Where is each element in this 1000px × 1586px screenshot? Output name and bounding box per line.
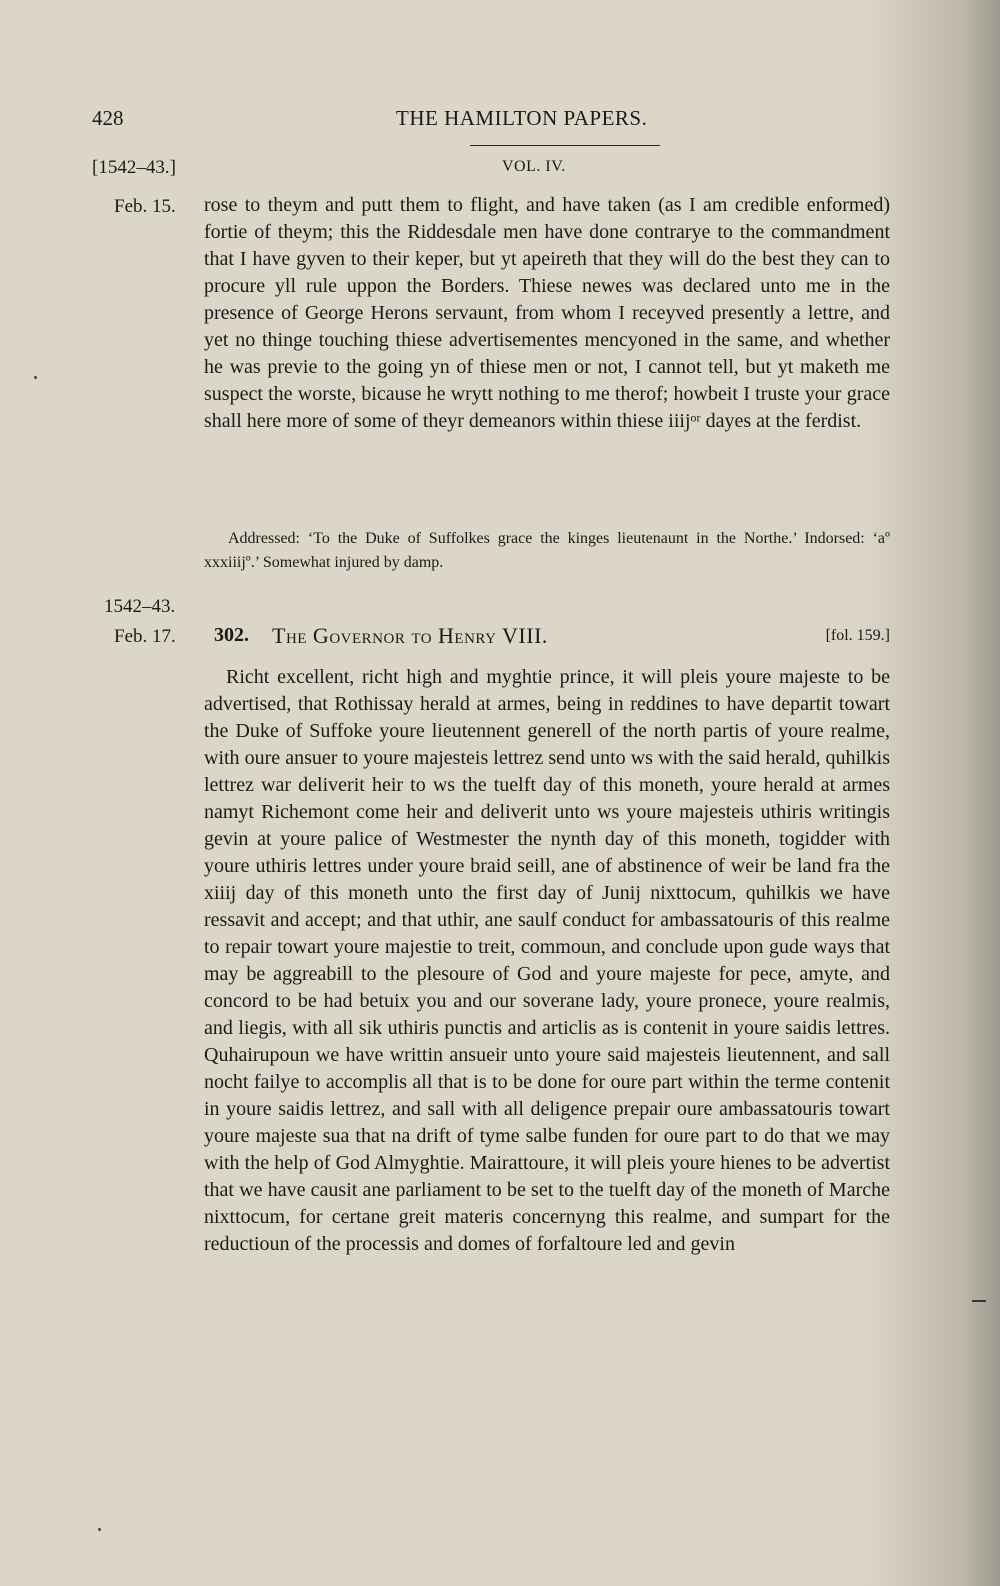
folio-reference: [fol. 159.] <box>825 627 890 644</box>
year-range: [1542–43.] <box>92 157 176 178</box>
letter-body: Richt excellent, richt high and myghtie prince, it will pleis youre majeste to be advertised, that Rothissay herald at armes, being in reddines to have departit towart the Duke of Suffoke youre lieutennent generell of the north partis of youre realme, with oure ansuer to youre majesteis lettrez send unto ws with the said herald, quhilkis lettrez war deliverit heir to ws the tuelft day of this moneth, youre herald at armes namyt Richemont come heir and deliverit unto ws youre majesteis uthiris writingis gevin at youre palice of Westmester the nynth day of this moneth, togidder with youre uthiris lettres under youre braid seill, ane of abstinence of weir be land fra the xiiij day of this moneth unto the first day of Junij nixttocum, quhilkis we have ressavit and accept; and that uthir, ane saulf conduct for ambassatouris of this realme to repair towart youre majestie to treit, commoun, and conclude upon gude ways that may be aggreabill to the plesoure of God and youre majeste for pece, amyte, and concord to be had betuix you and our soverane lady, youre pronece, youre realmis, and liegis, with all sik uthiris punctis and articlis as is contenit in youre saidis lettres. Quhairupoun we have writtin ansueir unto youre said majesteis lieutennent, and sall nocht failye to accomplis all that is to be done for oure part within the terme contenit in youre saidis lettrez, and sall with all deligence prepair oure ambassatouris towart youre majeste sua that na drift of tyme salbe funden for oure part to do that we may with the help of God Almyghtie. Mairattoure, it will pleis youre hienes to be advertist that we have causit ane parliament to be set to the tuelft day of the moneth of Marche nixttocum, for certane greit materis concernyng this realme, and sumpart for the reductioun of the processis and domes of forfaltoure led and gevin <box>204 666 890 1255</box>
document-heading <box>214 624 890 654</box>
entry-date: Feb. 15. <box>114 196 176 217</box>
letter-body-continued: rose to theym and putt them to flight, and have taken (as I am credible enformed) fortie of theym; this the Riddesdale men have done contrarye to the commandment that I have gyven to their keper, but yt apeireth that they will do the best they can to procure yll rule uppon the Borders. Thiese newes was declared unto me in the presence of George Herons servaunt, from whom I receyved presently a lettre, and yet no thinge touching thiese advertisementes mencyoned in the same, and whether he was previe to the going yn of thiese men or not, I cannot tell, but yt maketh me suspect the worste, bicause he wrytt nothing to me therof; howbeit I truste your grace shall here more of some of theyr demeanors within thiese iiijᵒʳ dayes at the ferdist. <box>204 194 890 432</box>
document-number: 302. <box>214 624 249 646</box>
document-title: The Governor to Henry VIII. <box>272 623 548 648</box>
entry-date: Feb. 17. <box>114 626 176 647</box>
page-header <box>92 106 892 136</box>
margin-mark <box>972 1300 986 1302</box>
editorial-note: Addressed: ‘To the Duke of Suffolkes grace the kinges lieutenaunt in the Northe.’ Indorsed: ‘aº xxxiiijº.’ Somewhat injured by damp. <box>204 530 890 571</box>
margin-speck <box>98 1528 101 1531</box>
volume-label: VOL. IV. <box>502 158 566 175</box>
header-rule <box>470 145 660 146</box>
margin-speck <box>34 376 37 379</box>
running-title: THE HAMILTON PAPERS. <box>396 106 648 130</box>
volume-row <box>92 157 892 183</box>
page-number: 428 <box>92 106 124 130</box>
entry-year: 1542–43. <box>104 596 176 617</box>
